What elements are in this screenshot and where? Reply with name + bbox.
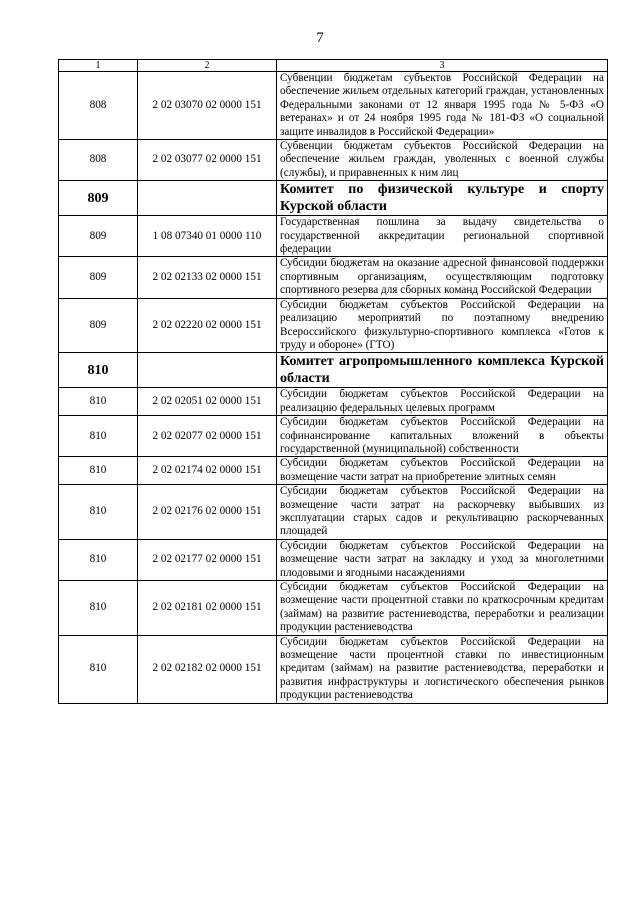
- column-header: 2: [138, 60, 277, 72]
- description-cell: Субсидии бюджетам субъектов Российской Федерации на софинансирование капитальных вложений в объекты государственной (муниципальной) собственности: [277, 416, 608, 457]
- admin-code-cell: 809: [59, 298, 138, 353]
- description-cell: Субсидии бюджетам субъектов Российской Федерации на возмещение части процентной ставки по краткосрочным кредитам (займам) на развитие растениеводства, переработки и реализации продукции растениеводства: [277, 581, 608, 636]
- column-header: 1: [59, 60, 138, 72]
- revenue-code-cell: 2 02 02220 02 0000 151: [138, 298, 277, 353]
- table-header-row: [59, 60, 608, 72]
- table-row: [59, 72, 608, 140]
- description-cell: Субсидии бюджетам субъектов Российской Федерации на возмещение части затрат на раскорчевку выбывших из эксплуатации старых садов и рекультивацию раскорчеванных площадей: [277, 485, 608, 540]
- table-row: [59, 581, 608, 636]
- description-cell: Субсидии бюджетам субъектов Российской Федерации на реализацию мероприятий по поэтапному внедрению Всероссийского физкультурно-спортивного комплекса «Готов к труду и обороне» (ГТО): [277, 298, 608, 353]
- revenue-code-cell: [138, 353, 277, 388]
- table-row: [59, 216, 608, 257]
- table-row: [59, 416, 608, 457]
- table-row: [59, 298, 608, 353]
- revenue-code-cell: 1 08 07340 01 0000 110: [138, 216, 277, 257]
- section-title-cell: Комитет агропромышленного комплекса Курской области: [277, 353, 608, 388]
- admin-code-cell: 809: [59, 257, 138, 298]
- column-header: 3: [277, 60, 608, 72]
- description-cell: Государственная пошлина за выдачу свидетельства о государственной аккредитации региональной спортивной федерации: [277, 216, 608, 257]
- admin-code-cell: 808: [59, 72, 138, 140]
- revenue-codes-table: [58, 59, 608, 704]
- section-title-cell: Комитет по физической культуре и спорту Курской области: [277, 181, 608, 216]
- admin-code-cell: 810: [59, 416, 138, 457]
- revenue-code-cell: 2 02 02051 02 0000 151: [138, 388, 277, 416]
- revenue-code-cell: 2 02 02174 02 0000 151: [138, 457, 277, 485]
- description-cell: Субсидии бюджетам на оказание адресной финансовой поддержки спортивным организациям, осуществляющим подготовку спортивного резерва для сборных команд Российской Федерации: [277, 257, 608, 298]
- table-row: [59, 257, 608, 298]
- page-number: 7: [316, 30, 324, 46]
- table-row: [59, 635, 608, 703]
- table-row: [59, 485, 608, 540]
- revenue-code-cell: 2 02 03077 02 0000 151: [138, 140, 277, 181]
- admin-code-cell: 809: [59, 181, 138, 216]
- table-row: [59, 140, 608, 181]
- admin-code-cell: 810: [59, 581, 138, 636]
- revenue-code-cell: 2 02 03070 02 0000 151: [138, 72, 277, 140]
- admin-code-cell: 810: [59, 388, 138, 416]
- description-cell: Субсидии бюджетам субъектов Российской Федерации на реализацию федеральных целевых программ: [277, 388, 608, 416]
- table-row: [59, 539, 608, 580]
- description-cell: Субсидии бюджетам субъектов Российской Федерации на возмещение части затрат на закладку и уход за многолетними плодовыми и ягодными насаждениями: [277, 539, 608, 580]
- section-row: [59, 181, 608, 216]
- revenue-code-cell: 2 02 02182 02 0000 151: [138, 635, 277, 703]
- admin-code-cell: 810: [59, 353, 138, 388]
- revenue-code-cell: 2 02 02177 02 0000 151: [138, 539, 277, 580]
- revenue-code-cell: [138, 181, 277, 216]
- admin-code-cell: 810: [59, 457, 138, 485]
- table-row: [59, 388, 608, 416]
- section-row: [59, 353, 608, 388]
- admin-code-cell: 810: [59, 539, 138, 580]
- revenue-code-cell: 2 02 02133 02 0000 151: [138, 257, 277, 298]
- description-cell: Субвенции бюджетам субъектов Российской Федерации на обеспечение жильем граждан, уволенных с военной службы (службы), и приравненных к ним лиц: [277, 140, 608, 181]
- revenue-code-cell: 2 02 02181 02 0000 151: [138, 581, 277, 636]
- admin-code-cell: 810: [59, 485, 138, 540]
- description-cell: Субсидии бюджетам субъектов Российской Федерации на возмещение части процентной ставки по инвестиционным кредитам (займам) на развитие растениеводства, переработки и развития инфраструктуры и логистического обеспечения рынков продукции растениеводства: [277, 635, 608, 703]
- admin-code-cell: 810: [59, 635, 138, 703]
- description-cell: Субсидии бюджетам субъектов Российской Федерации на возмещение части затрат на приобретение элитных семян: [277, 457, 608, 485]
- admin-code-cell: 809: [59, 216, 138, 257]
- description-cell: Субвенции бюджетам субъектов Российской Федерации на обеспечение жильем отдельных категорий граждан, установленных Федеральными законами от 12 января 1995 года № 5-ФЗ «О ветеранах» и от 24 ноября 1995 года № 181-ФЗ «О социальной защите инвалидов в Российской Федерации»: [277, 72, 608, 140]
- table-row: [59, 457, 608, 485]
- revenue-code-cell: 2 02 02077 02 0000 151: [138, 416, 277, 457]
- admin-code-cell: 808: [59, 140, 138, 181]
- revenue-code-cell: 2 02 02176 02 0000 151: [138, 485, 277, 540]
